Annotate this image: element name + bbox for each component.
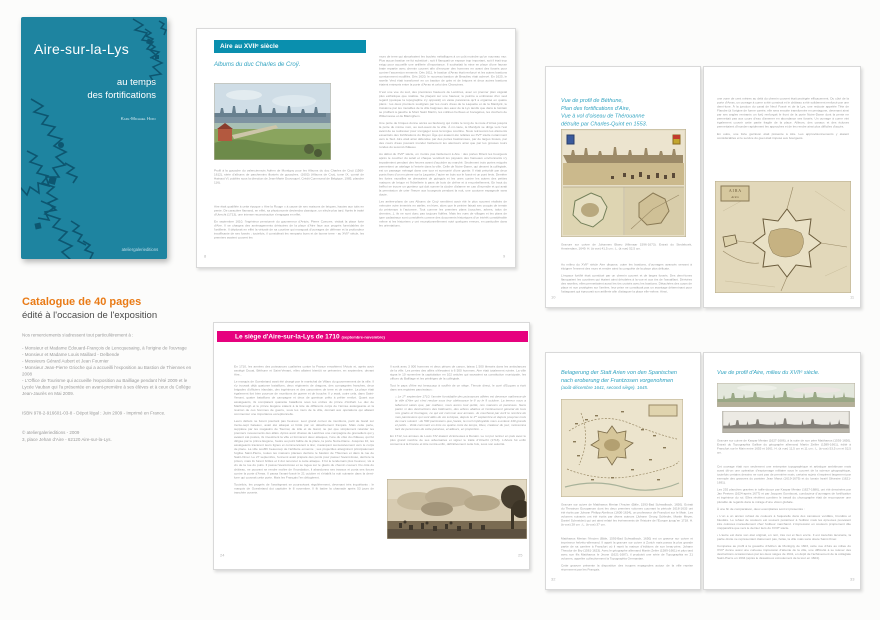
- paragraph: Le marquis de Goesbriand avait été chargé par le maréchal de Villars du gouvernement de la ville. Il s'y trouvait déjà quatorze bataillons, deux régiments de dragons, des compagnies franches, deux brigades d'officiers irlandais, des ingénieurs et des canonniers de terre et de marine. La place était également fort bien pourvue de munitions de guerre et de bouche. Il y avait, outre cela, dans Saint-Venant, quatre bataillons de campagne et deux de garnison prêts à prêter renfort. Quant aux assiégeants, ils comptaient quarante bataillons sous les ordres du prince d'Anhalt. Le duc de Marlborough et le prince Eugène étaient à la tête de différents corps de l'armée assiégeante et la réunion de ces hommes de guerre, sous les murs de la ville, donnait aux opérations qui allaient commencer une importance exceptionnelle.: [234, 380, 374, 416]
- page-number: 10: [551, 295, 556, 300]
- acknowledgement-item: - Monsieur et Madame Louis Maillard - Delbende: [22, 352, 120, 358]
- parish-register-quote: « Le 1ᵉʳ septembre 1710, l'armée formidable des puissances alliées est devenue maîtresse de la ville d'Aire qui s'est rendue sous leur obéissance le 8 ou le 9 octobre. La terreur nous a tellement saisis que, par malheur, nous avons tout quitté, nos maisons et paroisses. Sans parler ni des destructions des bâtiments, des arbres abattus et l'enlèvement général de tous nos grains et fourrages, ce qui est commun aux armées. Je coucherai par écrit le nombre de mes paroissiens qui sont allés de vie à trépas, depuis le 1ᵉʳ septembre et depuis jusqu'au mois de mars suivant : de 500 paroissiens que j'avais, la mort impitoyable nous a enlevé 140 grands et petits... Voilà comment en trois ou quatre mois de temps, Dieu, créateur du jour, moissonna tant de personnes de cette paroisse, et ailleurs, en proportion. »: [395, 395, 526, 431]
- paragraph: Matthaeus Merian l'Ancien (Bâle, 1593-Bad Schwalbach, 1650) est un graveur sur cuivre et imprimeur helvéto-allemand. Il apprit la gravure sur cuivre à Zurich mais passa la plus grande partie de sa carrière à Francfort où il reprit la maison d'éditions de son beau-père, Johann Theodor de Bry (1561-1623). Avec le géographe allemand Martin Zeiler (1589-1661) et plus tard avec son fils Matthaeus le Jeune (1621-1687), il produisit une série de Topographia en 21 volumes, appelée collectivement la Topographia Germaniae.: [561, 537, 693, 561]
- page-number: 9: [503, 254, 506, 259]
- isbn-line: ISBN 978-2-916601-03-8 - Dépot légal : Juin 2009 - Imprimé en France.: [22, 410, 166, 416]
- caption-text: Gravure sur cuivre de Matthaeus Merian l'Ancien (Bâle, 1593-Bad Schwalbach, 1650). Extrait du Theatrum Europaeum dont les deux premiers volumes couvrant la période 1618-1633 ont été écrits par Johann Philipp Abelinus (1600-1634), un professeur de Francfort sur le Main. Les volumes suivants ont été écrits par divers auteurs (Johann Georg Schleder, Martin Meyer, Daniel Schneider) qui ont ainsi relaté les événements de l'histoire de l'Europe jusqu'en 1718. H. (à vue) 28 cm ; L. (à vue) 37 cm.: [561, 503, 693, 527]
- left-column-text: [561, 537, 693, 577]
- publisher-address: 3, place Jehan d'Aire - 62120 Aire-sur-la-Lys.: [22, 436, 112, 442]
- plate-caption: [561, 503, 693, 530]
- heading-line: (août-décembre 1641, second siège). 1645.: [561, 385, 649, 391]
- paragraph: Tout le pays d'Aire eut beaucoup à souffrir de ce siège. Témoin direct, le curé d'Ecques a écrit dans ses registres paroissiaux :: [390, 384, 526, 392]
- acknowledgement-item: - L'Office de Tourisme qui accueille l'exposition au Bailliage pendant l'été 2009 et le Lycée Vauban qui l'a présentée en avant-première à ses élèves et à ceux du Collège Jean-Jaurès en Mai 2009.: [22, 378, 191, 397]
- left-column-text: [214, 205, 364, 253]
- paragraph: En 1712, les armées de Louis XIV étaient victorieuses à Denain. Le roi put rentrer en paix avec le plus grand nombre de ses adversaires et signer le traité d'Utrecht (1713). L'Artois fut enfin conservé à la France et Aire rentra enfin, définitivement cette fois, sous son autorité.: [390, 434, 526, 447]
- right-column-text: [390, 365, 526, 478]
- spread-page-11: [703, 66, 861, 308]
- copyright-line: © ateliergalerieditions - 2009: [22, 430, 80, 436]
- aire-plan-image: [715, 181, 851, 293]
- spread-page-10: [545, 66, 701, 308]
- heading-line: nach eroberung der Frantzosen vorgenohmen: [561, 377, 674, 384]
- merian-siege-map-image: [561, 399, 683, 497]
- page-number: 11: [850, 295, 855, 300]
- paragraph: Au milieu du XVIIᵉ siècle Aire dispose, outre les bastions, d'ouvrages avancés servant à éloigner l'ennemi des murs et rendre ainsi la conquête de la place plus délicate.: [561, 263, 692, 271]
- gouache-profile-image: [214, 83, 331, 160]
- spread-page-33: [703, 352, 861, 590]
- paragraph: En 1710, les armées des puissances coalisées contre la France envahirent l'Artois et, après avoir assiégé Douai, Béthune et Saint-Venant, elles allaient bientôt se présenter, en septembre, devant Aire...: [234, 365, 374, 377]
- paragraph: Leurs débuts ne furent pourtant pas heureux. Leur grand convoi de munitions, parti de Gand sur trente-sept bateaux, avait été attaqué et brûlé par un détachement français. Mais cette perte, suppléée par les magasins de Tournai, de Lille et de Gand, ne put que simplement retarder les premiers mouvements des alliés. Après avoir chassé de Lambres une compagnie de grenadiers qui y avaient été postés, ils investirent la ville et formèrent deux attaques, l'une du côté du château, qui fut dirigée par le prince Eugène, l'autre au point faible de la place, la porte Notre-Dame. Jusqu'au 10, les assiégeants tracèrent leurs lignes et commencèrent à tirer, s'avançant successivement vers le corps de place. La ville souffrit beaucoup de l'artillerie ennemie ; ses projectiles atteignirent principalement l'église Saint-Pierre, toutes les maisons placées derrière le bastion de Thiennes et dans la rue de Saint-Omer. Le 27 septembre, l'ennemi avait préparé des ponts pour passer l'avant-fossé, derrière la prison, mais ils furent brûlés et il dut renoncer à cette attaque. Il fut le lendemain plus heureux, vis à vis de la rue du puits. Il passa l'avant-fossé et se logea sur le glacis du chemin couvert. Du côté du château, ne pouvant se rendre maître de l'inondation, il abandonna ses travaux et porta ses forces contre la porte d'Arras. Il passa l'avant-fossé le 21 octobre et s'établit la nuit suivante dans la demi-lune qui couvrait cette porte. Mais les Français l'en délogèrent.: [234, 419, 374, 480]
- paragraph: Les arrière-plans de ces Albums de Croÿ semblent avoir été le plus souvent réalisés de mémoire voire inventés en atelier, en hiver, alors que le peintre faisait ses croquis de terrain du printemps à l'automne. Tout comme les premiers plans (souches, arbres, talus de chemins...), ils ne sont donc pas toujours fidèles. Mais les vues de villages et les plans de type cadastraux sont considérés comme des documents historiques d'un intérêt considérable même si les historiens y ont exceptionnellement noté quelques erreurs, en particulier dans les orientations.: [379, 200, 507, 228]
- profile-strip-bw-image: [717, 411, 855, 433]
- paragraph: C'est une vue du sud, des premières hauteurs de Lambres, avec un premier plan végétal plus esthétique que réaliste. Se plaçant sur une hauteur, le peintre a embrassé d'un seul regard (quoique la topographie s'y opposât) un vaste panorama qu'il a organisé en quatre plans : les deux premiers soulignés par les cours d'eau de la Laquette et de la Mardyck, le troisième par les murailles de la ville baignées des eaux de la Lys tandis que dans le lointain se profilent à gauche le Mont Saint Martin, les collines herbues et bocagères, les clochers de Witternesse et de Blaringhem.: [379, 90, 507, 118]
- paragraph: Il sortit avec 3 000 hommes et deux pièces de canon, laissa 1 500 blessés dans les ambulances de la ville. Les pertes des alliés s'élevaient à 6 500 hommes. Aire était totalement ruinée. La ville signa le 10 novembre la capitulation en 102 articles qui sauvaient sa constitution municipale, les offices du Bailliage et les privilèges de la collégiale.: [390, 365, 526, 381]
- heading-line: Vue de profil d'Aire, milieu du XVIIᵉ siècle.: [717, 369, 820, 376]
- caption-text: Profil à la gouache du valenciennois Adrien de Montigny pour les Albums du duc Charles de Croÿ (1560-1612), série d'albums de parchemins illustrés de gouaches. (1603) (Albums de Croÿ, tome IX, comté de Hainaut VI, publiés sous la direction de Jean-Marie Duvosquel, Crédit Communal de Belgique, 1985, planche 116).: [214, 169, 364, 185]
- paragraph: Comparée au profil à la gouache d'Adrien de Montigny de 1603, cette vue d'Aire au milieu du XVIIᵉ donne aussi une curieuse impression d'attente de la ville, une difficulté à se relever des destructions occasionnées par les deux sièges de 1641, en dépit de l'achèvement de la collégiale Saint-Pierre en 1634 (après le désastreux écroulement de la tour en 1604).: [717, 544, 851, 561]
- page-number: 33: [850, 577, 855, 582]
- paragraph: Cet ouvrage était non seulement une entreprise topographique et artistique ambitieuse mais aussi dit-on une opération d'espionnage militaire sous le couvert de la science géographique, toutefois certains dessins ne sont pas de première main, certains sujets s'inspirent largement par exemple des gravures du parisien Jean Marot (1619-1679) et du lorrain Israël Silvestre (1621-1691).: [717, 465, 851, 485]
- publisher-logotype: ateliergalerieditions: [121, 247, 158, 252]
- cover-subtitle-line1: au temps: [116, 77, 156, 88]
- colophon-title: Catalogue de 40 pages: [22, 296, 142, 308]
- chapter-band: Aire au XVIIᵉ siècle: [214, 40, 366, 53]
- page-number: 8: [204, 254, 207, 259]
- spread-pages-8-9: [196, 28, 516, 268]
- page-number: 24: [220, 553, 225, 558]
- heading-line: détruite par Charles-Quint en 1553.: [561, 120, 648, 127]
- profile-strip-color-image: [717, 383, 855, 407]
- paragraph: L'espace fortifié était constitué par un chemin couvert et de larges fossés. Des demi-lunes flanquaient les courtines qui étaient ainsi dérobées à la vue et aux tirs de l'assaillant. Dérivées des ravelins, elles permettaient aussi les tirs croisés avec les bastions. Détachées des corps de place et non protégées sur l'arrière, leur prise ne constituait pas un avantage déterminant pour l'attaquant qui éprouvait son artillerie afin d'attaquer la place elle-même. Ainsi,: [561, 274, 692, 294]
- plate-caption: [717, 439, 851, 458]
- paragraph: une zone de cent mètres au delà du chemin couvert était protégée efficacement. Du côté de la porte d'Arras, un ouvrage à corne a été construit et le château a été solidement renforcé par une demi-lune. À la jonction du canal de Neuf Fossé et de la Lys, une redoute appelée Tête de Flandre (à l'origine de forme carrée, elle sera ensuite transformée en pentagone, devenant ainsi par ses angles rentrants un fort) renforçait le front de la porte Notre-Dame dont la pente ne permettait pas aux cours d'eau d'amener en abondance ses fossés. Un ouvrage à corne vint également couvrir cette partie fragile de la place. Ailleurs, des canaux et des écluses permettaient d'inonder rapidement les approches et de les rendre ainsi plus difficiles d'accès.: [717, 97, 849, 129]
- acknowledgement-item: - Monsieur Jean-Pierre Grioche qui a accueilli l'exposition au Bastion de Thiennes en 2008: [22, 365, 192, 377]
- plate-caption: [561, 243, 692, 254]
- acknowledgement-item: - Monsieur et Madame Edouard-François de Lencquesaing, à l'origine de l'ouvrage: [22, 345, 187, 351]
- plate-title: [717, 369, 857, 377]
- paragraph: En septembre 1610, l'ingénieur pensionné du gouverneur d'Artois, Pierre Coeuvre, visitait la place forte d'Aire. Il se chargea des aménagements dérisoires de la place d'Aire face aux progrès formidables de l'artillerie. Il déplorait en effet la vétusté de sa courtine qui manquait d'ouvrages de défense et la profondeur insuffisante de ses fossés ; toutefois, il considérait les remparts bons et de bonne terre - au XVIIᵉ siècle, les premiers avaient couvert les: [214, 220, 364, 240]
- chapter-band: [217, 331, 528, 342]
- cover-subtitle: [87, 77, 156, 103]
- plate-title: Albums du duc Charles de Croÿ.: [214, 62, 301, 68]
- acknowledgement-item: - Messieurs Gérard Aubert et Jean Fournier: [22, 358, 109, 364]
- left-column-text: [234, 365, 374, 550]
- book-cover: [21, 17, 167, 259]
- spread-page-32: [545, 352, 701, 590]
- map-cartouche-subtitle: Arien: [731, 195, 739, 199]
- bullet-item: • L'autre est dans son état original, en noir, très net et bien encré. Il est toutefois lacunaire, la partie droite ne représentant clairement pas, hélas, la ville mais sans doute Saint-Omer.: [717, 533, 851, 541]
- chapter-title: Le siège d'Aire-sur-la-Lys de 1710: [235, 332, 340, 340]
- page-number: 32: [551, 577, 556, 582]
- paragraph: Au début du XVIIᵉ siècle, on n'entre pas facilement à Aire : des portes filtrent les bourgeois après le coucher du soleil et chaque vendredi les paysans des hameaux environnants s'y impatientent pendant des heures avant d'accéder au marché. Seulement trois portes exiguës permettent un attelage à l'entrée dans la ville. Celle de Notre-Dame, qui dessert la collégiale, est un passage ménagé dans une tour et surmonté d'une guette. Il était précédé par deux ponts fixes d'un en pierre sur la Laquette, l'autre en bois sur le fossé et un pont levis. Derrière les fortes murailles se dressaient de guingois et les unes contre les autres des petites maisons de brique et l'hôtellerie à pans de bois de chêne et à encorbellement. En haut du beffroi se trouve un guetteur qui doit sonner la cloche d'alarme en cas d'incendie et qui avait la permission de crier l'heure aux bourgeois pendant la nuit, une coutume espagnole sans doute.: [379, 152, 507, 197]
- plate-caption: [214, 169, 364, 188]
- colophon-subtitle: édité à l'occasion de l'exposition: [22, 310, 158, 321]
- paragraph: En outre, une forte garnison était présente à Aire. Les approvisionnements y étaient considérables et le service du guet était imposé aux bourgeois.: [717, 132, 849, 140]
- heading-line: Vue à vol d'oiseau de Thérouanne: [561, 113, 645, 120]
- heading-line: Belagerung der Statt Arien von den Spanischen: [561, 369, 677, 376]
- spread-pages-24-25: [213, 322, 530, 570]
- heading-line: Plan des fortifications d'Aire,: [561, 105, 631, 112]
- caption-text: Gravure sur cuivre de Johannes Blaeu (Alkmaar 1596-1673). Extrait du Stedeboek, Amsterdam, 1649. H. (à vue) 41,5 cm ; L. (à vue) 52,5 cm.: [561, 243, 692, 251]
- cover-subtitle-line2: des fortifications: [87, 89, 156, 101]
- bullet-item: • L'un a un ancien rehaut de couleurs à l'aquarelle dans des camaïeux verdâtre, brunâtre et bleuâtre. Le rehaut de couleurs est souvent postérieur à l'édition mais les épreuves pouvaient être colorées manuellement chez l'éditeur marchand. L'impression en couleurs proprement dite n'apparaîtra que vers le dernier tiers du XVIIIᵉ siècle.: [717, 514, 851, 530]
- chapter-subtitle: (septembre-novembre): [341, 335, 385, 340]
- plate-title: [561, 369, 701, 391]
- fortification-pattern-bottom-graphic: [21, 93, 113, 259]
- cover-title: Aire-sur-la-Lys: [34, 41, 129, 57]
- paragraph: Une porte de briques donne accès au faubourg qui s'étire le long de la route d'Arras jusqu'à la porte du même nom, au sud-ouest de la ville. À mi-route, le Mardyck se dirige vers l'est avant de se redresser pour s'engager sous la longue courtine. Nous retrouvons les éléments essentiels des fortifications du Moyen Âge qui avaient été refaites au XVIᵉ siècle notamment vers le Sud. Aire était ainsi défendue par des portes bastionnées, par de larges fossés, par des cours d'eau pouvant inonder facilement les alentours ainsi que par les grosses tours rondes du second château.: [379, 121, 507, 150]
- page-number: 25: [518, 553, 523, 558]
- plate-title: [561, 97, 701, 128]
- cover-author: Karl-Michael Hoin: [121, 116, 156, 121]
- map-cartouche-title: A I R A: [728, 188, 742, 193]
- paragraph: Aire était qualifiée à cette époque « Aire la Rouge » à cause de ses maisons de briques, hautes aux toits en pente. De caractère flamand, en effet, sa physionomie deviendra classique, un siècle plus tard. Après le traité d'Utrecht (1713), une intense reconstruction s'engagea en effet.: [214, 205, 364, 217]
- paragraph: Les 292 planches gravées in taille-douce par Kaspar Merian (1627-1686), ont été dessinées par Jan Peeters (1624-après 1677) et par Jacques Gomboust, conducteur d'ouvrages de fortification et ingénieur du roi. Elles révèlent combien le travail du chorographe était de recomposer une pluralité de regards dans le mirage d'une vision globale.: [717, 488, 851, 504]
- heading-line: Vue de profil de Béthune,: [561, 97, 623, 104]
- left-column-text: [561, 263, 692, 305]
- body-text: [717, 465, 851, 573]
- colophon-text: [22, 332, 194, 443]
- chapter-band-text: [217, 331, 528, 342]
- blaeu-plate-image: [561, 129, 686, 237]
- paragraph: murs de terre qui absorbaient les boulets métalliques à un coût moindre qu'un nouveau mur. Plus aucun bastion ne fut substitué ; soit il flanquait un espace trop important, soit il était trop exigu pour accueillir une artillerie d'importance. Il souhaitait la mise en place d'une fausse braie repartie avec chemin couvert afin d'envoyer des hommes en avant des fossés pour contrer l'ascension ennemie. Dès 1611, le bastion d'Arras était renforcé et les autres bastions constamment modifiés. Dès 1620, le nouveau bastion de Beaulieu était achevé. En 1625, le ravelin Verd était transformé en un bastion de grès et de briques et deux autres bastions étaient entrepris entre la porte d'Arras et celui des Chanoines.: [379, 55, 507, 87]
- battle-engraving-image: [387, 479, 527, 539]
- acknowledgements-intro: Nos remerciements s'adressent tout particulièrement à :: [22, 332, 134, 338]
- paragraph: À une fin de comparaison, deux exemplaires sont ici présentés :: [717, 507, 805, 511]
- paragraph: Cette gravure présente la disposition des troupes espagnoles autour de la ville reprise récemment par les Français.: [561, 564, 693, 572]
- body-text: [717, 97, 849, 182]
- caption-text: Gravure sur cuivre de Kaspar Merian (1627-1686), à la suite de son père Matthaeus (1593-1650). Extrait du Topographia Galliae du géographe allemand Martin Zeiller (1589-1661), édité à Francfort sur le Main entre 1655 et 1661. H. (à vue) 11,5 cm et 11 cm ; L. (à vue) 53,5 cm et 52,5 cm.: [717, 439, 851, 455]
- paragraph: Toutefois, les progrès de l'assiégeant se poursuivant régulièrement, devenant très inquiétants : le marquis de Goesbriand dut capituler le 8 novembre. Il fit battre la chamade après 53 jours de tranchée ouverte.: [234, 482, 374, 495]
- colophon-block: [22, 296, 194, 554]
- right-column-text: [379, 55, 507, 265]
